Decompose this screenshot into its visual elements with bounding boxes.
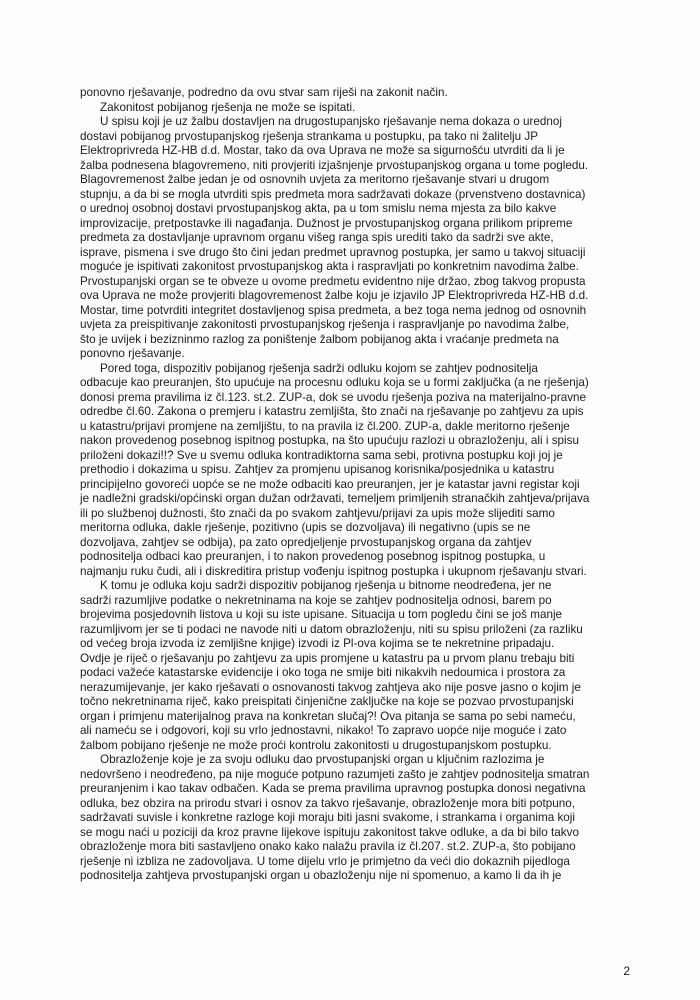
text-line: Obrazloženje koje je za svoju odluku dao prvostupanjski organ u ključnim razlozima je [100,753,545,766]
text-line: nedovršeno i neodređeno, pa nije moguće potpuno razumjeti zašto je zahtjev podnositelja smatran [80,767,590,781]
text-line: odredbe čl.60. Zakona o premjeru i katastru zemljišta, što znači na rješavanje po zahtjevu za upis [80,405,584,418]
text-line: odbacuje kao preuranjen, što upućuje na procesnu odluku koja se u formi zaključka (a ne rješenja) [80,376,589,389]
text-line: podnositelja zahtjeva prvostupanjski organ u obazloženju nije ni spomenuo, a kamo li da ih je [80,869,562,882]
text-line: K tomu je odluka koju sadrži dispozitiv pobijanog rješenja u bitnome neodređena, jer ne [100,579,552,592]
text-line: od većeg broja izvoda iz zemljišne knjige) izvodi iz Pl-ova kojima se te nekretnine pripadaju. [80,637,555,650]
text-line: uvjeta za preispitivanje zakonitosti prvostupanjskog rješenja i raspravljanje po navodima žalbe, [80,318,570,331]
page-number: 2 [623,964,630,978]
text-line: odluka, bez obzira na prirodu stvari i osnov za takvo rješavanje, obrazloženje mora biti potpuno, [80,796,576,810]
text-line: meritorna odluka, dakle rješenje, pozitivno (upis se dozvoljava) ili negativno (upis se ne [80,521,531,534]
text-line: najmanju ruku čudi, ali i diskreditira pristup vođenju ispitnog postupka i ukupnom rješavanju stvari. [80,564,587,578]
text-line: podaci važeće katastarske evidencije i oko toga ne smije biti nikakvih nedoumica i prostora za [80,666,566,679]
text-line: brojevima posjedovnih listova u koji su iste upisane. Situacija u tom pogledu čini se još manje [80,608,563,621]
text-line: Blagovremenost žalbe jedan je od osnovnih uvjeta za meritorno rješavanje stvari u drugom [80,173,550,186]
text-line: Mostar, time potvrditi integritet dostavljenog spisa predmeta, a bez toga nema jednog od osnovnih [80,303,587,317]
text-line: Elektroprivreda HZ-HB d.d. Mostar, tako da ova Uprava ne može sa sigurnošću utvrditi da li je [80,144,565,157]
text-line: nerazumijevanje, jer kako rješavati o osnovanosti takvog zahtjeva ako nije posve jasno o kojim je [80,680,581,694]
text-line: prethodio i dokazima u spisu. Zahtjev za promjenu upisanog korisnika/posjednika u katastru [80,463,555,476]
text-line: ponovno rješavanje. [80,347,185,360]
text-line: o urednoj osobnoj dostavi prvostupanjskog akta, pa u tom smislu nema mjesta za bilo kakve [80,202,557,215]
text-line: Ovdje je riječ o rješavanju po zahtjevu za upis promjene u katastru pa u prvom planu trebaju biti [80,651,575,665]
text-line: stupnju, a da bi se mogla utvrditi spis predmeta mora sadržavati dokaze (prvenstveno dostavnica) [80,187,586,201]
text-line: u katastru/prijavi promjene na zemljištu, to na pravila iz čl.200. ZUP-a, dakle meritorno rješenje [80,419,570,433]
text-line: dozvoljava, zahtjev se odbija), pa zato opredjeljenje prvostupanjskog organa da zahtjev [80,535,532,549]
text-line: predmeta za dostavljanje upravnom organu višeg ranga spis urediti tako da sadrži sve akte, [80,231,554,244]
text-line: je nadležni gradski/općinski organ dužan održavati, temeljem primljenih stranačkih zahtjeva/prijava [80,492,590,505]
text-line: priloženi dokazi!!? Sve u svemu odluka kontradiktorna sama sebi, protivna postupku koji joj je [80,448,563,462]
text-line: improvizacije, pretpostavke ili nagađanja. Dužnost je prvostupanjskog organa prilikom pripreme [80,216,573,230]
text-line: točno nekretninama riječ, kako preispitati činjenične zaključke na koje se pozvao prvostupanjski [80,695,574,708]
text-line: Pored toga, dispozitiv pobijanog rješenja sadrži odluku kojom se zahtjev podnositelja [100,361,538,375]
text-line: što je uvijek i bezizninmo razlog za poništenje žalbom pobijanog akta i vraćanje predmeta na [80,332,559,346]
text-line: razumljivom jer se ti podaci ne navode niti u datom obrazloženju, niti su spisu priloženi (za razliku [80,622,583,636]
text-line: organ i primjenu materijalnog prava na konkretan slučaj?! Ova pitanja se sama po sebi nameću, [80,709,576,723]
text-line: ponovno rješavanje, podredno da ovu stvar sam riješi na zakonit način. [80,86,448,99]
text-line: donosi prema pravilima iz čl.123. st.2. ZUP-a, dok se uvodu rješenja poziva na materijalno-pravne [80,390,587,404]
text-line: preuranjenim i kao takav odbačen. Kada se prema pravilima upravnog postupka donosi negativna [80,782,586,795]
text-line: žalbom pobijano rješenje ne može proći kontrolu zakonitosti u drugostupanjskom postupku. [80,738,552,752]
text-line: dostavi pobijanog prvostupanjskog rješenja strankama u postupku, pa tako ni žalitelju JP [80,129,539,143]
text-line: sadrži razumljive podatke o nekretninama na koje se zahtjev podnositelja odnosi, barem po [80,593,552,607]
document-body [80,86,615,884]
text-line: sadržavati suvisle i konkretne razloge koji moraju biti jasni svakome, i strankama i organima koji [80,811,575,824]
text-line: se mogu naći u poziciji da kroz pravne lijekove ispituju zakonitost takve odluke, a da bi bilo takvo [80,825,579,839]
text-line: moguće je ispitivati zakonitost prvostupanjskog akta i raspravljati po konkretnim navodima žalbe. [80,260,579,273]
text-line: obrazloženje mora biti sastavljeno onako kako nalažu pravila iz čl.207. st.2. ZUP-a, što pobijano [80,840,576,853]
text-line: principijelno govoreći uopće se ne može odbaciti kao preuranjen, jer je katastar javni registar koji [80,477,580,491]
text-line: podnositelja odbaci kao preuranjen, i to nakon provedenog posebnog ispitnog postupka, u [80,550,546,563]
text-line: ova Uprava ne može provjeriti blagovremenost žalbe koju je izjavilo JP Elektroprivreda HZ-HB d.d. [80,289,589,302]
text-line: žalba podnesena blagovremeno, niti provjeriti izjašnjenje prvostupanjskog organa u tome pogledu. [80,158,589,172]
text-line: rješenje ni izbliza ne zadovoljava. U tome dijelu vrlo je primjetno da veći dio dokaznih pijedloga [80,854,570,868]
text-line: ali nameću se i odgovori, koji su vrlo jednostavni, nikako! To zapravo uopće nije moguće i zato [80,724,567,737]
text-line: nakon provedenog posebnog ispitnog postupka, na što upućuju razlozi u obrazloženju, ali i spisu [80,434,580,447]
text-line: ili po službenoj dužnosti, što znači da po svakom zahtjevu/prijavi za upis može slijediti samo [80,506,555,520]
text-line: Zakonitost pobijanog rješenja ne može se ispitati. [100,100,356,114]
text-line: isprave, pismena i sve drugo što čini jedan predmet upravnog postupka, jer samo u takvoj situaciji [80,245,586,259]
text-line: U spisu koji je uz žalbu dostavljen na drugostupanjsko rješavanje nema dokaza o urednoj [100,115,562,128]
text-line: Prvostupanjski organ se te obveze u ovome predmetu evidentno nije držao, zbog takvog propusta [80,274,586,288]
